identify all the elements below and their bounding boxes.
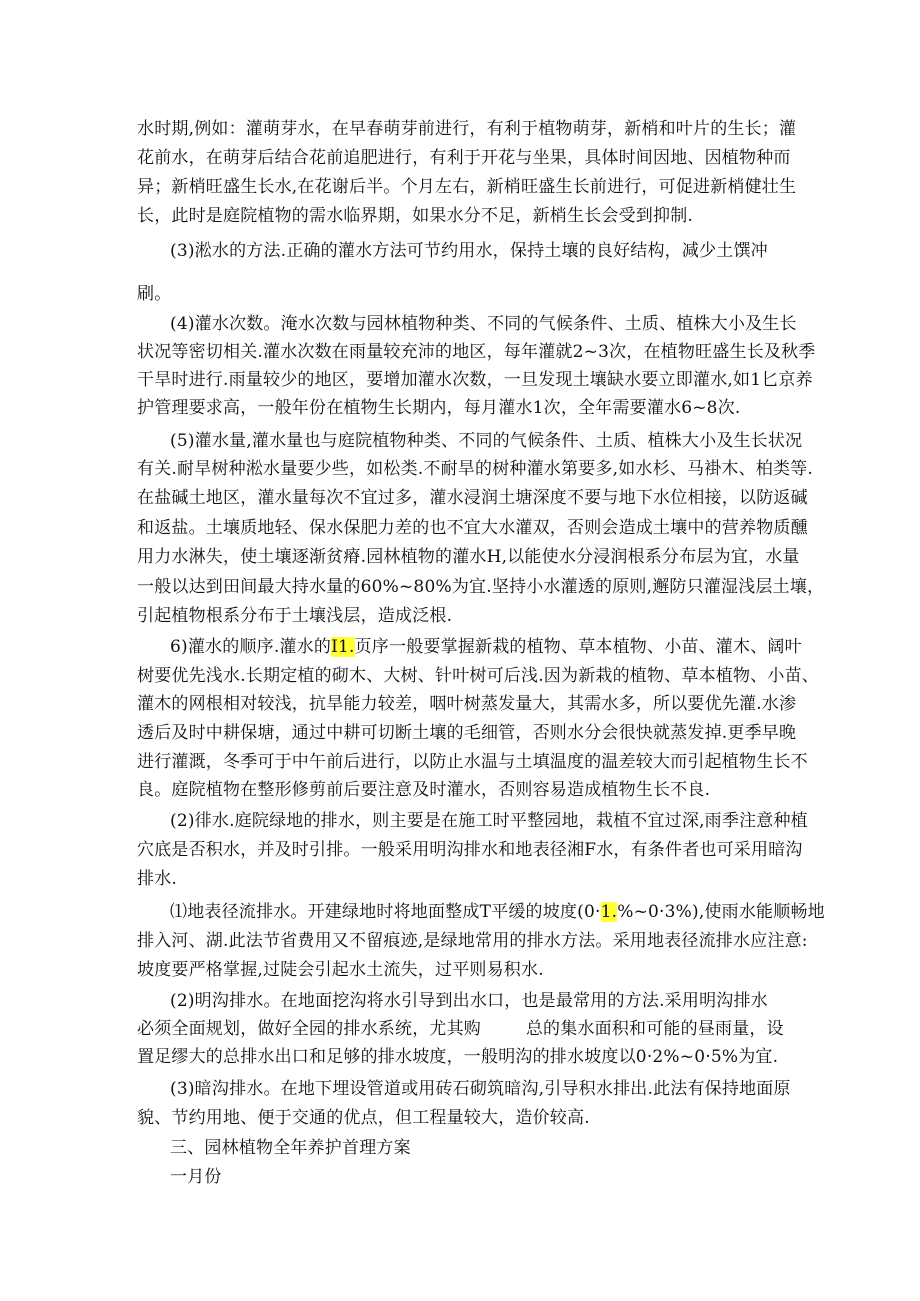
text-line: 护管理要求高，一般年份在植物生长期内，每月灌水1次，全年需要灌水6~8次. — [137, 398, 741, 418]
text-line: (2)徘水.庭院绿地的排水，则主要是在施工时平整园地，栽植不宜过深,雨季注意种植 — [170, 811, 808, 831]
text-line: 排水. — [137, 869, 178, 889]
text-line: 引起植物根系分布于土壤浅层，造成泛根. — [137, 606, 453, 626]
subsection-heading: 一月份 — [170, 1167, 222, 1187]
text-segment: %~0·3%),使雨水能顺畅地 — [617, 902, 825, 922]
text-line: 干旱时进行.雨量较少的地区，要增加灌水次数，一旦发现土壤缺水要立即灌水,如1匕京养 — [137, 370, 813, 390]
text-line: 良。庭院植物在整形修剪前后要注意及时灌水，否则容易造成植物生长不良. — [137, 780, 711, 800]
text-line: 长，此时是庭院植物的需水临界期，如果水分不足，新梢生长会受到抑制. — [137, 206, 694, 226]
text-segment: 页序一般要掌握新栽的植物、草本植物、小苗、灌木、阔叶 — [354, 637, 802, 657]
text-line-highlighted — [170, 901, 825, 923]
text-line: (3)淞水的方法.正确的灌水方法可节约用水，保持土壤的良好结构，减少土馔冲 — [170, 241, 768, 261]
text-line: 进行灌溉，冬季可于中午前后进行，以防止水温与土填温度的温差较大而引起植物生长不 — [137, 752, 808, 772]
text-line: 一般以达到田间最大持水量的60%~80%为宜.坚持小水灌透的原则,邂防只灌湿浅层土壤， — [137, 577, 825, 597]
text-line: (3)暗沟排水。在地下埋设管道或用砖石砌筑暗沟,引导积水排出.此法有保持地面原 — [170, 1079, 791, 1099]
text-line: 必须全面规划，做好全园的排水系统，尤其购 总的集水面积和可能的昼雨量，设 — [137, 1019, 784, 1039]
text-line: 树要优先浅水.长期定植的砌木、大树、针叶树可后浅.因为新栽的植物、草本植物、小苗、 — [137, 666, 820, 686]
text-line: 和返盐。土壤质地轻、保水保肥力差的也不宜大水灌双，否则会造成土壤中的营养物质醺 — [137, 518, 808, 538]
text-line: (4)灌水次数。淹水次数与园林植物种类、不同的气候条件、土质、植株大小及生长 — [170, 314, 797, 334]
text-line: 刷。 — [137, 284, 172, 304]
text-line: 在盐碱土地区，灌水量每次不宜过多，灌水浸润土塘深度不要与地下水位相接，以防返碱 — [137, 488, 808, 508]
text-line: 花前水，在萌芽后结合花前追肥进行，有利于开花与坐果，具体时间因地、因植物种而 — [137, 148, 791, 168]
highlight-mark: 1. — [600, 902, 618, 922]
text-line: 穴底是否积水，并及时引排。一般采用明沟排水和地表径湘F水，有条件者也可采用暗沟 — [137, 840, 803, 860]
text-line: (5)灌水量,灌水量也与庭院植物种类、不同的气候条件、土质、植株大小及生长状况 — [170, 431, 803, 451]
highlight-mark: I1. — [331, 637, 355, 657]
text-segment: 6)灌水的顺序.灌水的 — [170, 637, 332, 657]
text-line: 透后及时中耕保塘，通过中耕可切断土壤的毛细管，否则水分会很快就蒸发掉.更季早晚 — [137, 723, 797, 743]
text-line: 置足缪大的总排水出口和足够的排水坡度，一般明沟的排水坡度以0·2%~0·5%为宜. — [137, 1047, 779, 1067]
section-heading: 三、园林植物全年养护首理方案 — [170, 1138, 411, 1158]
text-line: 有关.耐旱树种淞水量要少些，如松类.不耐旱的树种灌水第要多,如水杉、马褂木、柏类等. — [137, 459, 814, 479]
text-line: 坡度要严格掌握,过陡会引起水土流失，过平则易积水. — [137, 960, 544, 980]
text-line: (2)明沟排水。在地面挖沟将水引导到出水口，也是最常用的方法.采用明沟排水 — [170, 991, 768, 1011]
text-line: 异；新梢旺盛生长水,在花谢后半。个月左右，新梢旺盛生长前进行，可促进新梢健壮生 — [137, 177, 797, 197]
text-line: 灌木的网根相对较浅，抗旱能力较差，咽叶树蒸发量大，其需水多，所以要优先灌.水渗 — [137, 694, 797, 714]
text-line-highlighted — [170, 636, 802, 658]
text-line: 貌、节约用地、便于交通的优点，但工程量较大，造价较高. — [137, 1108, 590, 1128]
text-line: 水时期,例如：灌萌芽水，在早春萌芽前进行，有利于植物萌芽，新梢和叶片的生长；灌 — [137, 119, 797, 139]
text-line: 状况等密切相关.灌水次数在雨量较充沛的地区，每年灌就2~3次，在植物旺盛生长及秋季 — [137, 342, 816, 362]
text-segment: ⑴地表径流排水。开建绿地时将地面整成T平缓的坡度(0· — [170, 902, 601, 922]
text-line: 用力水淋失，使土壤逐渐贫瘠.园林植物的灌水H,以能使水分浸润根系分布层为宜，水量 — [137, 547, 800, 567]
text-line: 排入河、湖.此法节省费用又不留痕迹,是绿地常用的排水方法。采用地表径流排水应注意: — [137, 931, 808, 951]
